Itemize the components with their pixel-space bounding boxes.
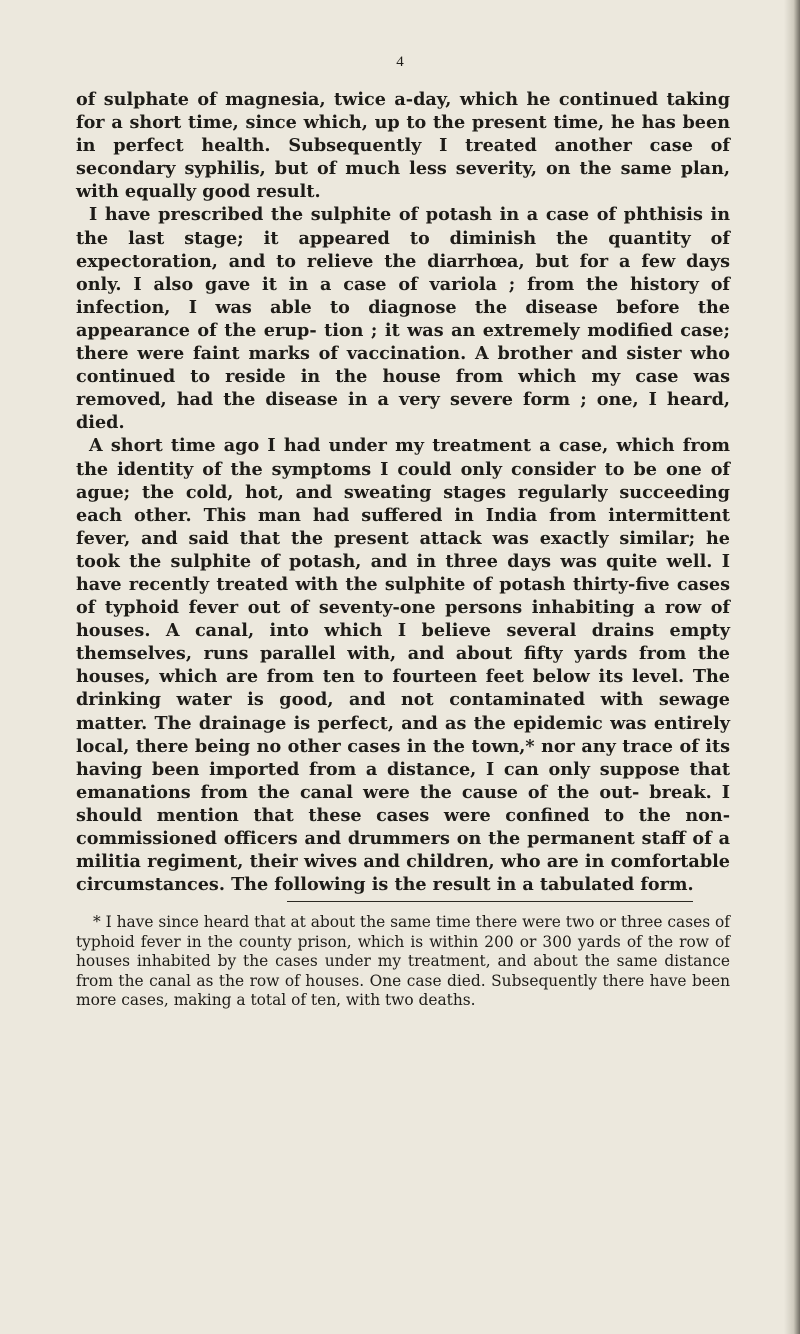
paragraph: I have prescribed the sulphite of potash in a case of phthisis in the last stage; it appeared to diminish the quantity of expectoration, and to relieve the diarrhœa, but for a few days only. I also gave it in a case of variola ; from the history of infection, I was able to diagnose the disease before the appearance of the erup- tion ; it was an extremely modified case; there were faint marks of vaccination. A brother and sister who continued to reside in the house from which my case was removed, had the disease in a very severe form ; one, I heard, died. (76, 204, 730, 434)
main-text (76, 88, 730, 896)
paragraph: A short time ago I had under my treatment a case, which from the identity of the symptoms I could only consider to be one of ague; the cold, hot, and sweating stages regularly succeeding each other. This man had suffered in India from intermittent fever, and said that the present attack was exactly similar; he took the sulphite of potash, and in three days was quite well. I have recently treated with the sulphite of potash thirty-five cases of typhoid fever out of seventy-one persons inhabiting a row of houses. A canal, into which I believe several drains empty themselves, runs parallel with, and about fifty yards from the houses, which are from ten to fourteen feet below its level. The drinking water is good, and not contaminated with sewage matter. The drainage is perfect, and as the epidemic was entirely local, there being no other cases in the town,* nor any trace of its having been imported from a distance, I can only suppose that emanations from the canal were the cause of the out- break. I should mention that these cases were confined to the non- commissioned officers and drummers on the permanent staff of a militia regiment, their wives and children, who are in comfortable circumstances. The following is the result in a tabulated form. (76, 435, 730, 896)
footnote (76, 913, 730, 1011)
page-number: 4 (396, 54, 404, 70)
footnote-divider (287, 901, 693, 902)
paragraph: of sulphate of magnesia, twice a-day, which he continued taking for a short time, since which, up to the present time, he has been in perfect health. Subsequently I treated another case of secondary syphilis, but of much less severity, on the same plan, with equally good result. (76, 89, 730, 203)
footnote-text: * I have since heard that at about the same time there were two or three cases of typhoid fever in the county prison, which is within 200 or 300 yards of the row of houses inhabited by the cases under my treatment, and about the same distance from the canal as the row of houses. One case died. Subsequently there have been more cases, making a total of ten, with two deaths. (76, 913, 730, 1009)
page-edge-shadow (784, 0, 800, 1334)
